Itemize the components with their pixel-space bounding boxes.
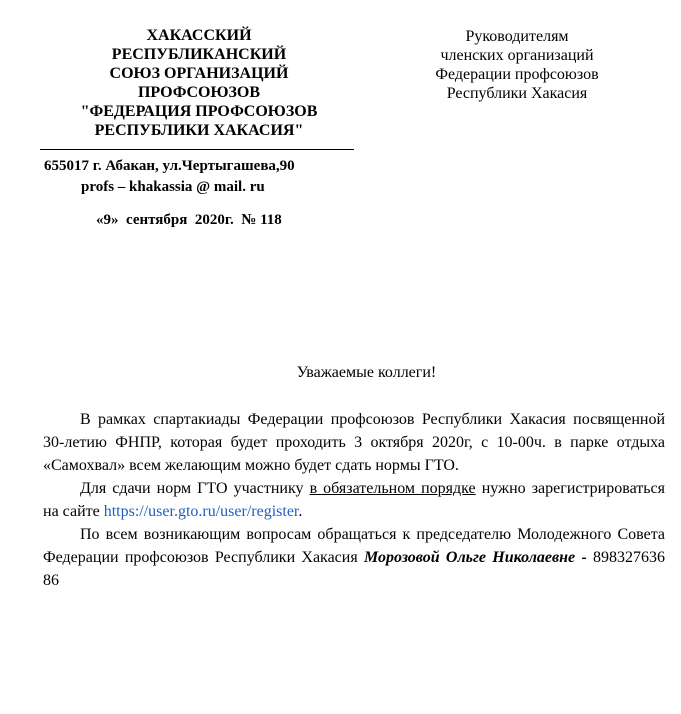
recipient-line: Республики Хакасия (446, 85, 588, 102)
header-divider (40, 149, 354, 150)
registration-link[interactable]: https://user.gto.ru/user/register (103, 503, 299, 520)
mandatory-phrase: в обязательном порядке (309, 480, 476, 497)
org-name-line: "ФЕДЕРАЦИЯ ПРОФСОЮЗОВ (80, 103, 318, 120)
org-name-line: РЕСПУБЛИКАНСКИЙ (111, 46, 287, 63)
recipient-line: членских организаций (440, 47, 594, 64)
registration-text: . (298, 503, 303, 520)
contact-phone: 898327636 86 (43, 549, 665, 589)
paragraph-registration (43, 477, 665, 523)
sender-address: 655017 г. Абакан, ул.Чертыгашева,90 (44, 158, 295, 174)
org-name-line: ХАКАССКИЙ (146, 27, 252, 44)
recipient-line: Федерации профсоюзов (435, 66, 599, 83)
recipient-block (412, 27, 622, 103)
paragraph-event: В рамках спартакиады Федерации профсоюзов Республики Хакасия посвященной 30-летию ФНПР, которая будет проходить 3 октября 2020г, с 10-00ч. в парке отдыха «Самохвал» всем желающим можно будет сдать нормы ГТО. (43, 411, 665, 474)
recipient-line: Руководителям (465, 28, 569, 45)
letter-date-number: «9» сентября 2020г. № 118 (96, 212, 282, 228)
org-name-line: ПРОФСОЮЗОВ (137, 84, 261, 101)
contact-person: Морозовой Ольге Николаевне (363, 549, 576, 566)
paragraph-contact (43, 523, 665, 592)
org-name-line: СОЮЗ ОРГАНИЗАЦИЙ (109, 65, 289, 82)
sender-contacts (44, 156, 295, 198)
sender-organization-header (70, 26, 328, 140)
contact-dash: - (575, 549, 593, 566)
letter-body (43, 408, 665, 592)
greeting: Уважаемые коллеги! (296, 364, 437, 381)
registration-text: нужно зарегистрироваться на сайте (43, 480, 666, 520)
contact-text: По всем возникающим вопросам обращаться к председателю Молодежного Совета Федерации профсоюзов Республики Хакасия (43, 526, 665, 566)
org-name-line: РЕСПУБЛИКИ ХАКАСИЯ" (94, 122, 304, 139)
sender-email: profs – khakassia @ mail. ru (81, 179, 265, 195)
registration-text: Для сдачи норм ГТО участнику (80, 480, 310, 497)
